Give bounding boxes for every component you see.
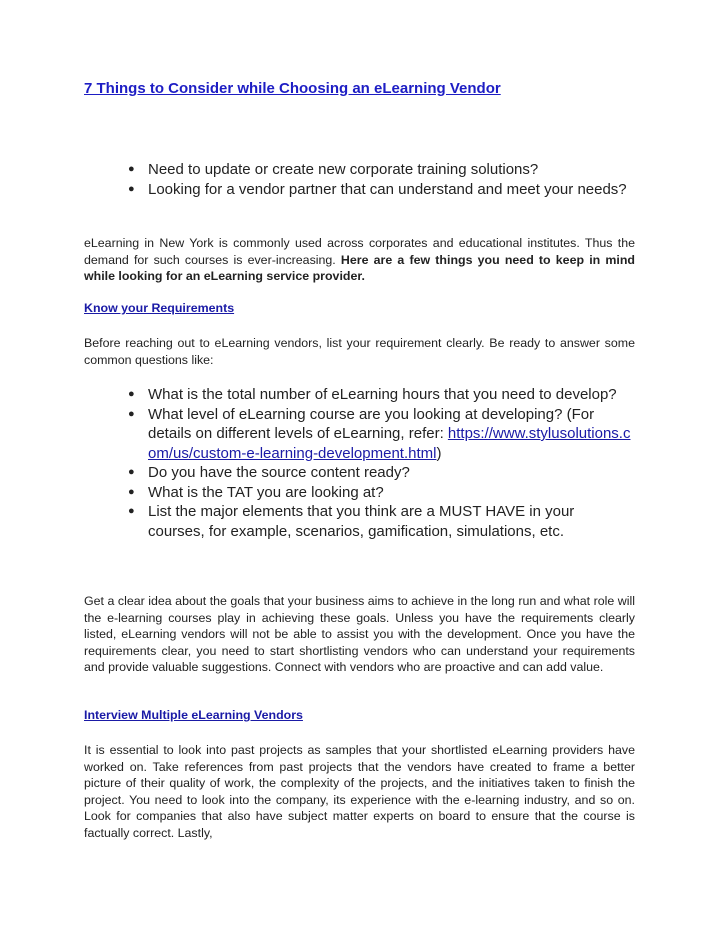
heading-link-interview[interactable]: Interview Multiple eLearning Vendors [84,708,303,722]
bullet-icon: ● [128,466,135,478]
intro-emphasis: Here are a few things you need to keep in mind while looking for an eLearning service provider. [84,252,635,284]
requirements-bullet-list [128,385,634,541]
intro-paragraph: eLearning in New York is commonly used across corporates and educational institutes. Thus the demand for such courses is ever-increasing. Here are a few things you need to keep in mind while looking for an eLearning service provider. [84,236,635,284]
bullet-icon: ● [128,407,135,420]
interview-paragraph: It is essential to look into past projects as samples that your shortlisted eLearning providers have worked on. Take references from past projects that the vendors have created to frame a better picture of their quality of work, the complexity of the projects, and the initiatives taken to finish the project. You need to look into the company, its experience with the e-learning industry, and so on. Look for companies that also have subject matter experts on board to ensure that the course is factually correct. Lastly, [84,743,635,840]
section-heading-interview [84,708,303,722]
list-item: ● Looking for a vendor partner that can understand and meet your needs? [128,180,627,198]
bullet-icon: ● [128,182,135,195]
list-item: ● What level of eLearning course are you looking at developing? (For details on different levels of eLearning, refer: https://www.stylusolutions.com/us/custom-e-learning-development.html) [128,405,631,462]
goals-paragraph: Get a clear idea about the goals that your business aims to achieve in the long run and what role will the e-learning courses play in achieving these goals. Unless you have the requirements clearly listed, eLearning vendors will not be able to assist you with the development. Once you have the requirements clear, you need to start shortlisting vendors who can understand your requirements and provide valuable suggestions. Connect with vendors who are proactive and can add value. [84,594,635,675]
requirements-paragraph: Before reaching out to eLearning vendors, list your requirement clearly. Be ready to answer some common questions like: [84,336,635,367]
list-item: ● What is the TAT you are looking at? [128,483,384,501]
intro-bullet-list [128,160,634,199]
heading-link-requirements[interactable]: Know your Requirements [84,301,235,315]
page-title [84,80,501,97]
list-item: ● List the major elements that you think are a MUST HAVE in your courses, for example, scenarios, gamification, simulations, etc. [128,503,575,540]
bullet-icon: ● [128,388,135,400]
list-item: ● What is the total number of eLearning hours that you need to develop? [128,386,617,403]
stylus-url-link[interactable]: https://www.stylusolutions.com/us/custom-e-learning-development.html [148,425,631,462]
bullet-icon: ● [128,505,135,517]
title-link[interactable]: 7 Things to Consider while Choosing an eLearning Vendor [84,80,501,97]
bullet-icon: ● [128,163,135,175]
bullet-icon: ● [128,485,135,498]
list-item: ● Do you have the source content ready? [128,464,410,481]
list-item: ● Need to update or create new corporate training solutions? [128,161,539,178]
section-heading-requirements [84,301,234,315]
